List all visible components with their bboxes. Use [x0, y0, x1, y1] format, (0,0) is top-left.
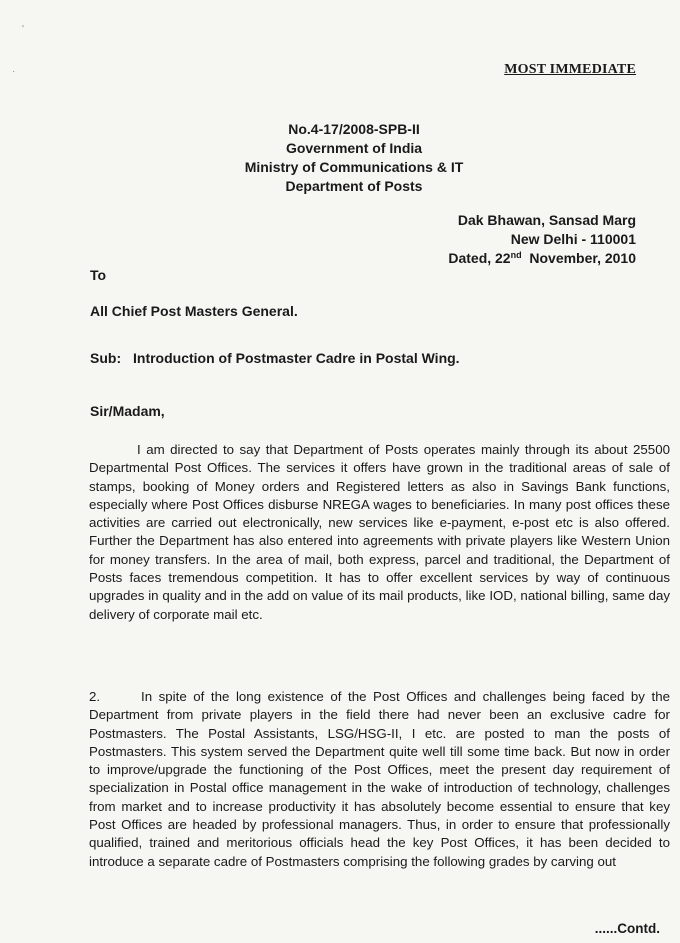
- salutation: Sir/Madam,: [90, 403, 165, 419]
- addressee: All Chief Post Masters General.: [90, 303, 298, 319]
- sender-address: [448, 211, 636, 268]
- address-city: New Delhi - 110001: [510, 231, 636, 247]
- paragraph-1: I am directed to say that Department of Posts operates mainly through its about 25500 Departmental Post Offices. The services it offers have grown in the traditional areas of sale of stamps, booking of Money orders and Registered letters as also in Savings Bank functions, especially where Post Offices disburse NREGA wages to beneficiaries. In many post offices these activities are carried out electronically, new services like e-payment, e-post etc is also offered. Further the Department has also entered into agreements with private players like Western Union for money transfers. In the area of mail, both express, parcel and traditional, the Department of Posts faces tremendous competition. It has to offer excellent services by way of continuous upgrades in quality and in the add on value of its mail products, like IOD, national billing, same day delivery of corporate mail etc.: [89, 442, 670, 622]
- letter-header: [244, 120, 464, 196]
- paragraph-2-text: In spite of the long existence of the Post Offices and challenges being faced by the Department from private players in the field there had never been an exclusive cadre for Postmasters. The Postal Assistants, LSG/HSG-II, I etc. are posted to man the posts of Postmasters. This system served the Department quite well till some time back. But now in order to improve/upgrade the functioning of the Post Offices, meet the present day requirement of specialization in Postal office management in the wake of introduction of technology, challenges from market and to increase productivity it has absolutely become essential to ensure that key Post Offices are headed by professional managers. Thus, in order to ensure that professionally qualified, trained and meritorious officials head the key Post Offices, it has been decided to introduce a separate cadre of Postmasters comprising the following grades by carving out: [89, 689, 670, 869]
- paragraph-2: [89, 688, 670, 871]
- department-name: Department of Posts: [285, 178, 423, 194]
- subject-line: [90, 350, 460, 366]
- paragraph-2-number: 2.: [89, 689, 101, 704]
- classification-label: MOST IMMEDIATE: [504, 62, 636, 77]
- scan-speck: ·: [12, 66, 16, 77]
- file-number: No.4-17/2008-SPB-II: [288, 121, 420, 137]
- ministry-name: Ministry of Communications & IT: [244, 159, 464, 175]
- address-building: Dak Bhawan, Sansad Marg: [457, 212, 636, 228]
- date-suffix: November, 2010: [529, 250, 636, 266]
- continued-marker: ......Contd.: [594, 921, 660, 936]
- to-label: To: [90, 267, 107, 283]
- subject-text: Introduction of Postmaster Cadre in Postal Wing.: [133, 350, 460, 366]
- subject-label: Sub:: [90, 350, 122, 366]
- scan-speck: ': [22, 24, 24, 35]
- date-prefix: Dated, 22: [448, 250, 511, 266]
- letter-date: [448, 249, 636, 268]
- date-ordinal: nd: [510, 250, 522, 260]
- government-name: Government of India: [285, 140, 423, 156]
